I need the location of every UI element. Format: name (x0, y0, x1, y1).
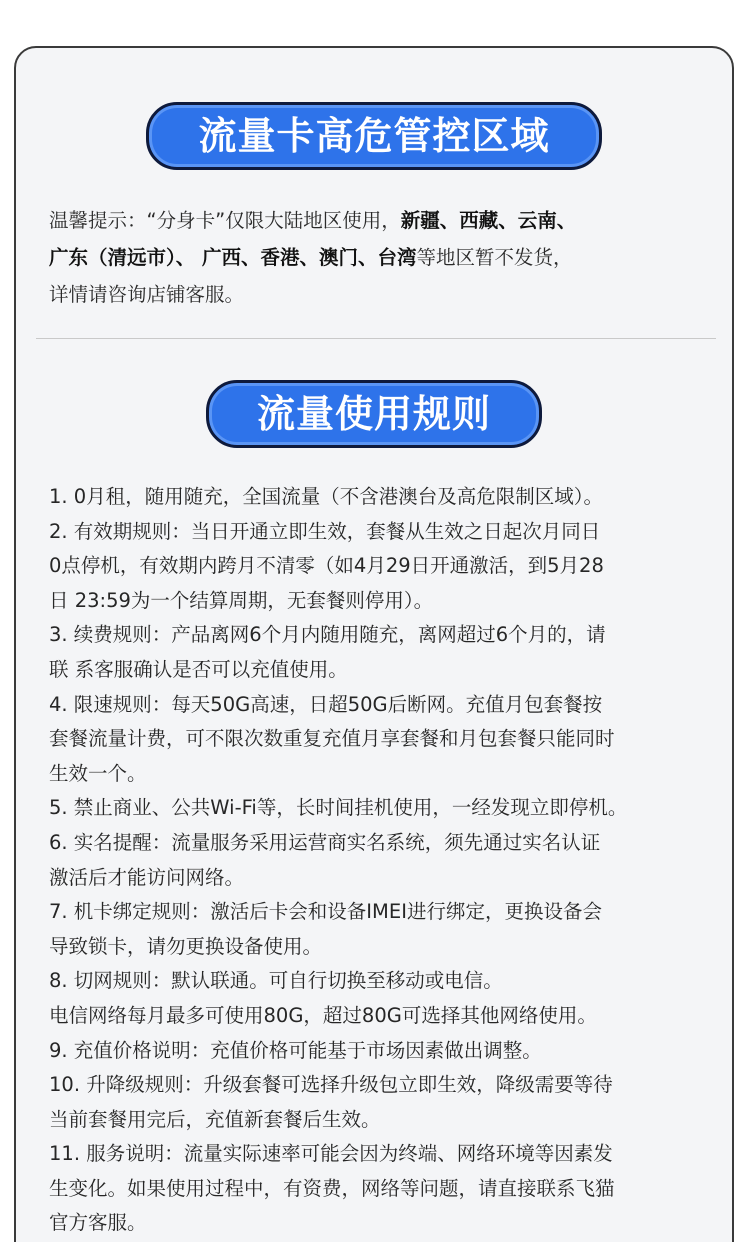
rule-line: 6. 实名提醒：流量服务采用运营商实名系统，须先通过实名认证 (49, 830, 601, 854)
rule-line: 3. 续费规则：产品离网6个月内随用随充，离网超过6个月的，请 (49, 623, 606, 647)
info-card (14, 46, 734, 1242)
rule-line: 联 系客服确认是否可以充值使用。 (49, 657, 348, 681)
rule-item (49, 964, 721, 1033)
rule-line: 激活后才能访问网络。 (49, 865, 245, 889)
shipping-notice (49, 202, 699, 313)
rule-line: 日 23:59为一个结算周期，无套餐则停用）。 (49, 588, 434, 612)
rule-line: 套餐流量计费，可不限次数重复充值月享套餐和月包套餐只能同时 (49, 727, 615, 751)
rule-line: 10. 升降级规则：升级套餐可选择升级包立即生效，降级需要等待 (49, 1073, 613, 1097)
notice-suffix: 等地区暂不发货， (416, 246, 573, 269)
rules-list (49, 480, 721, 1241)
rule-line: 7. 机卡绑定规则：激活后卡会和设备IMEI进行绑定，更换设备会 (49, 900, 602, 924)
rule-line: 9. 充值价格说明：充值价格可能基于市场因素做出调整。 (49, 1038, 542, 1062)
rule-line: 1. 0月租，随用随充，全国流量（不含港澳台及高危限制区域）。 (49, 485, 603, 508)
rule-line: 2. 有效期规则：当日开通立即生效，套餐从生效之日起次月同日 (49, 519, 601, 543)
notice-line-1 (49, 202, 699, 239)
rule-item (49, 1068, 721, 1137)
rule-line: 生效一个。 (49, 761, 147, 785)
rule-line: 当前套餐用完后，充值新套餐后生效。 (49, 1107, 381, 1131)
section-title-usage-rules: 流量使用规则 (206, 380, 542, 448)
rule-line: 生变化。如果使用过程中，有资费，网络等问题，请直接联系飞猫 (49, 1176, 615, 1200)
rule-item (49, 895, 721, 964)
rule-line: 4. 限速规则：每天50G高速，日超50G后断网。充值月包套餐按 (49, 692, 603, 716)
rule-line: 官方客服。 (49, 1211, 147, 1235)
rule-item (49, 791, 721, 826)
notice-prefix: 温馨提示：“分身卡”仅限大陆地区使用， (49, 209, 401, 232)
rule-line: 11. 服务说明：流量实际速率可能会因为终端、网络环境等因素发 (49, 1142, 613, 1166)
rule-item (49, 1137, 721, 1241)
rule-item (49, 826, 721, 895)
section-title-high-risk-zones: 流量卡高危管控区域 (146, 102, 602, 170)
rule-item (49, 688, 721, 792)
notice-line-3: 详情请咨询店铺客服。 (49, 283, 245, 306)
rule-item (49, 1034, 721, 1069)
notice-line-2 (49, 239, 699, 276)
notice-regions-1: 新疆、西藏、云南、 (400, 209, 577, 232)
rule-line: 0点停机，有效期内跨月不清零（如4月29日开通激活，到5月28 (49, 554, 604, 578)
rule-line: 5. 禁止商业、公共Wi-Fi等，长时间挂机使用，一经发现立即停机。 (49, 796, 628, 820)
rule-line: 电信网络每月最多可使用80G，超过80G可选择其他网络使用。 (49, 1003, 597, 1027)
rule-item (49, 480, 721, 515)
notice-regions-2: 广东（清远市）、 广西、香港、澳门、台湾 (49, 246, 417, 269)
rule-item (49, 515, 721, 619)
rule-item (49, 618, 721, 687)
rule-line: 导致锁卡，请勿更换设备使用。 (49, 934, 323, 958)
section-divider (36, 338, 716, 339)
rule-line: 8. 切网规则：默认联通。可自行切换至移动或电信。 (49, 969, 503, 993)
